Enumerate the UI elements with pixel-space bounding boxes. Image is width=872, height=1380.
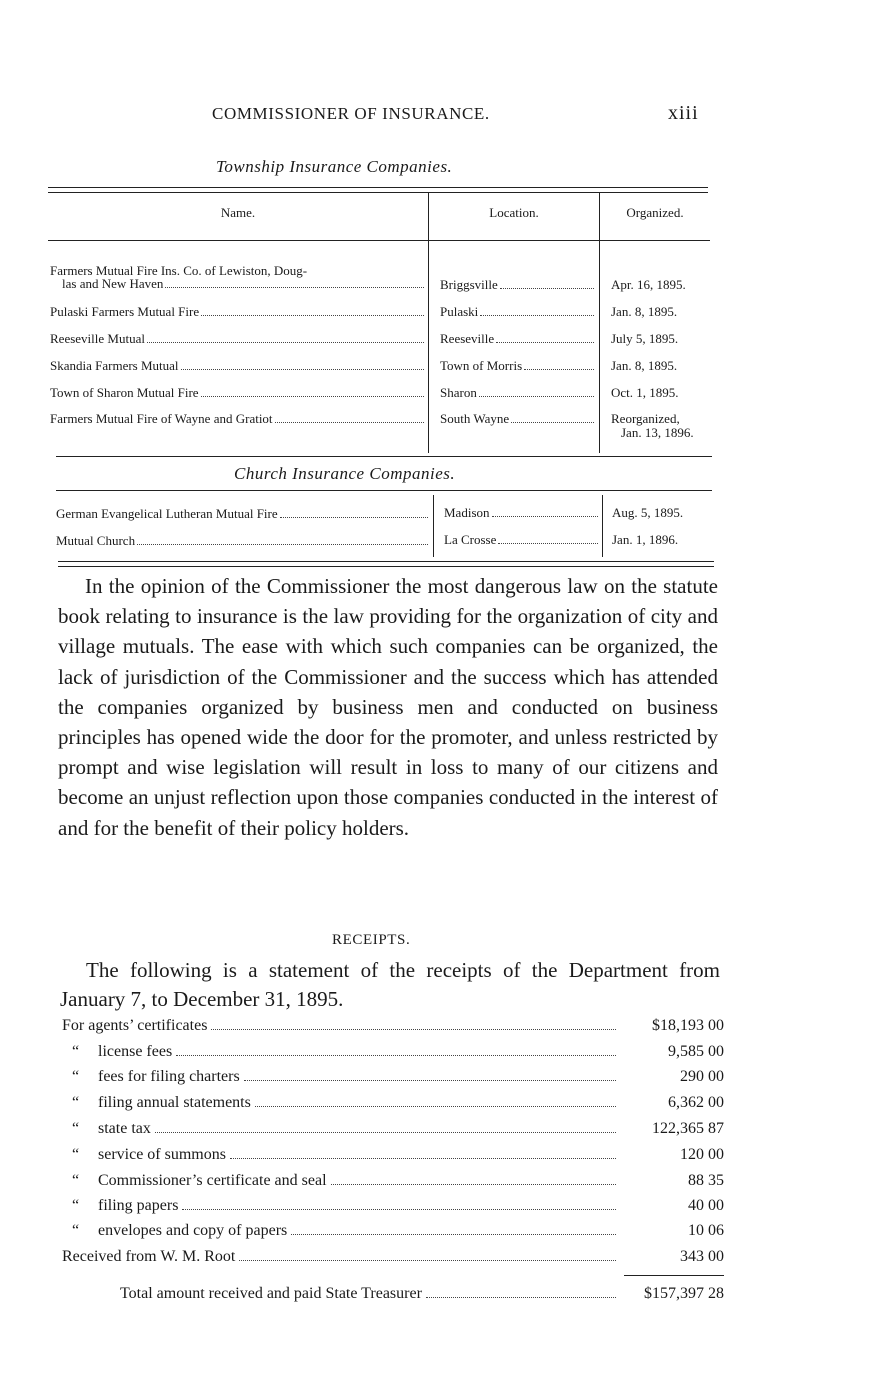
township-row-6-name xyxy=(50,411,426,427)
leader-dots xyxy=(230,1158,616,1159)
receipt-amount: 343 00 xyxy=(680,1248,724,1265)
name-text: Town of Sharon Mutual Fire xyxy=(50,385,199,400)
location-text: Pulaski xyxy=(440,304,479,319)
leader-dots xyxy=(291,1234,616,1235)
receipt-amount: 122,365 87 xyxy=(652,1120,724,1137)
township-row-3-organized: July 5, 1895. xyxy=(611,331,679,346)
receipt-label: state tax xyxy=(98,1120,151,1137)
church-row-1-location xyxy=(444,505,600,521)
total-rule xyxy=(624,1275,724,1276)
ditto-mark: “ xyxy=(72,1222,80,1239)
township-row-1-organized: Apr. 16, 1895. xyxy=(611,277,686,292)
township-row-1-name-line2 xyxy=(62,276,426,292)
receipt-label: service of summons xyxy=(98,1146,226,1163)
leader-dots xyxy=(479,396,594,397)
header-bottom-rule xyxy=(48,240,710,241)
leader-dots xyxy=(201,315,424,316)
leader-dots xyxy=(255,1106,616,1107)
township-row-4-organized: Jan. 8, 1895. xyxy=(611,358,678,373)
column-divider-2 xyxy=(599,193,600,453)
location-text: Reeseville xyxy=(440,331,495,346)
township-row-6-location xyxy=(440,411,596,427)
township-row-4-location xyxy=(440,358,596,374)
leader-dots xyxy=(426,1297,616,1298)
leader-dots xyxy=(239,1260,616,1261)
township-row-3-location xyxy=(440,331,596,347)
township-row-2-location xyxy=(440,304,596,320)
receipts-intro: The following is a statement of the receipts of the Department from January 7, to December 31, 1895. xyxy=(60,958,720,1011)
leader-dots xyxy=(331,1184,616,1185)
location-text: Briggsville xyxy=(440,277,498,292)
receipt-row-6 xyxy=(62,1146,724,1170)
total-amount: $157,397 28 xyxy=(644,1285,724,1302)
column-header-organized: Organized. xyxy=(626,205,684,220)
township-section-title: Township Insurance Companies. xyxy=(216,157,453,176)
leader-dots xyxy=(182,1209,616,1210)
receipt-row-5 xyxy=(62,1120,724,1144)
church-column-divider-2 xyxy=(602,495,603,557)
leader-dots xyxy=(137,544,428,545)
column-header-location: Location. xyxy=(489,205,539,220)
receipt-label: filing papers xyxy=(98,1197,179,1214)
township-row-2-name xyxy=(50,304,426,320)
ditto-mark: “ xyxy=(72,1197,80,1214)
receipt-amount: 120 00 xyxy=(680,1146,724,1163)
receipt-amount: 88 35 xyxy=(688,1172,724,1189)
page-number: xiii xyxy=(668,102,699,124)
receipt-amount: 10 06 xyxy=(688,1222,724,1239)
ditto-mark: “ xyxy=(72,1068,80,1085)
church-column-divider-1 xyxy=(433,495,434,557)
receipt-row-7 xyxy=(62,1172,724,1196)
receipt-label: For agents’ certificates xyxy=(62,1017,208,1034)
receipt-row-9 xyxy=(62,1222,724,1246)
ditto-mark: “ xyxy=(72,1172,80,1189)
leader-dots xyxy=(244,1080,616,1081)
leader-dots xyxy=(492,516,599,517)
leader-dots xyxy=(496,342,594,343)
leader-dots xyxy=(480,315,594,316)
receipt-total-row xyxy=(120,1285,724,1309)
church-row-2-organized: Jan. 1, 1896. xyxy=(612,532,679,547)
column-header-name: Name. xyxy=(220,205,256,220)
receipt-label: license fees xyxy=(98,1043,173,1060)
leader-dots xyxy=(211,1029,616,1030)
receipt-label: Received from W. M. Root xyxy=(62,1248,236,1265)
receipt-amount: 290 00 xyxy=(680,1068,724,1085)
township-row-5-organized: Oct. 1, 1895. xyxy=(611,385,679,400)
receipt-row-2 xyxy=(62,1043,724,1067)
church-bottom-rule-2 xyxy=(58,566,714,567)
township-row-1-name-line1: Farmers Mutual Fire Ins. Co. of Lewiston, Doug- xyxy=(50,263,308,278)
name-text: Pulaski Farmers Mutual Fire xyxy=(50,304,200,319)
receipts-heading: RECEIPTS. xyxy=(332,932,411,948)
receipt-amount: 9,585 00 xyxy=(668,1043,724,1060)
ditto-mark: “ xyxy=(72,1120,80,1137)
leader-dots xyxy=(181,369,424,370)
receipt-amount: $18,193 00 xyxy=(652,1017,724,1034)
name-text: Skandia Farmers Mutual xyxy=(50,358,179,373)
column-divider-1 xyxy=(428,193,429,453)
leader-dots xyxy=(147,342,424,343)
receipt-label: Commissioner’s certificate and seal xyxy=(98,1172,327,1189)
township-row-5-location xyxy=(440,385,596,401)
name-text: las and New Haven xyxy=(62,276,164,291)
location-text: La Crosse xyxy=(444,532,497,547)
leader-dots xyxy=(498,543,598,544)
body-paragraph: In the opinion of the Commissioner the most dangerous law on the statute book relating to insurance is the law providing for the organization of city and village mutuals. The ease with which such companies can be organized, the lack of jurisdiction of the Commissioner and the success which has attended the companies organized by business men and conducted on business principles has opened wide the door for the promoter, and unless restricted by prompt and wise legislation will result in loss to many of our citizens and become an unjust reflection upon those companies conducted in the interest of and for the benefit of their policy holders. xyxy=(58,574,718,840)
township-row-4-name xyxy=(50,358,426,374)
church-top-rule xyxy=(56,490,712,491)
receipt-label: filing annual statements xyxy=(98,1094,251,1111)
receipt-row-4 xyxy=(62,1094,724,1118)
leader-dots xyxy=(155,1132,616,1133)
church-bottom-rule xyxy=(58,561,714,562)
leader-dots xyxy=(511,422,594,423)
receipt-row-3 xyxy=(62,1068,724,1092)
location-text: Town of Morris xyxy=(440,358,523,373)
ditto-mark: “ xyxy=(72,1043,80,1060)
receipt-row-10 xyxy=(62,1248,724,1272)
table-top-rule-2 xyxy=(48,192,708,193)
leader-dots xyxy=(176,1055,616,1056)
church-row-1-organized: Aug. 5, 1895. xyxy=(612,505,684,520)
township-row-6-organized-line1: Reorganized, xyxy=(611,411,680,426)
ditto-mark: “ xyxy=(72,1146,80,1163)
leader-dots xyxy=(280,517,428,518)
church-row-2-name xyxy=(56,533,430,549)
receipt-row-1 xyxy=(62,1017,724,1041)
total-label: Total amount received and paid State Treasurer xyxy=(120,1285,422,1302)
table-top-rule xyxy=(48,187,708,188)
name-text: Mutual Church xyxy=(56,533,136,548)
name-text: German Evangelical Lutheran Mutual Fire xyxy=(56,506,278,521)
receipt-amount: 40 00 xyxy=(688,1197,724,1214)
church-row-1-name xyxy=(56,506,430,522)
ditto-mark: “ xyxy=(72,1094,80,1111)
receipt-row-8 xyxy=(62,1197,724,1221)
township-row-6-organized-line2: Jan. 13, 1896. xyxy=(621,425,694,440)
leader-dots xyxy=(201,396,424,397)
name-text: Reeseville Mutual xyxy=(50,331,145,346)
receipt-label: fees for filing charters xyxy=(98,1068,240,1085)
church-section-title: Church Insurance Companies. xyxy=(234,464,456,483)
township-row-1-location xyxy=(440,277,596,293)
township-row-3-name xyxy=(50,331,426,347)
township-bottom-rule xyxy=(56,456,712,457)
receipt-label: envelopes and copy of papers xyxy=(98,1222,288,1239)
leader-dots xyxy=(500,288,594,289)
page-header-title: COMMISSIONER OF INSURANCE. xyxy=(212,104,490,123)
church-row-2-location xyxy=(444,532,600,548)
receipt-amount: 6,362 00 xyxy=(668,1094,724,1111)
leader-dots xyxy=(165,287,424,288)
leader-dots xyxy=(275,422,424,423)
township-row-2-organized: Jan. 8, 1895. xyxy=(611,304,678,319)
leader-dots xyxy=(524,369,594,370)
location-text: Madison xyxy=(444,505,490,520)
name-text: Farmers Mutual Fire of Wayne and Gratiot xyxy=(50,411,273,426)
township-row-5-name xyxy=(50,385,426,401)
location-text: South Wayne xyxy=(440,411,510,426)
location-text: Sharon xyxy=(440,385,477,400)
